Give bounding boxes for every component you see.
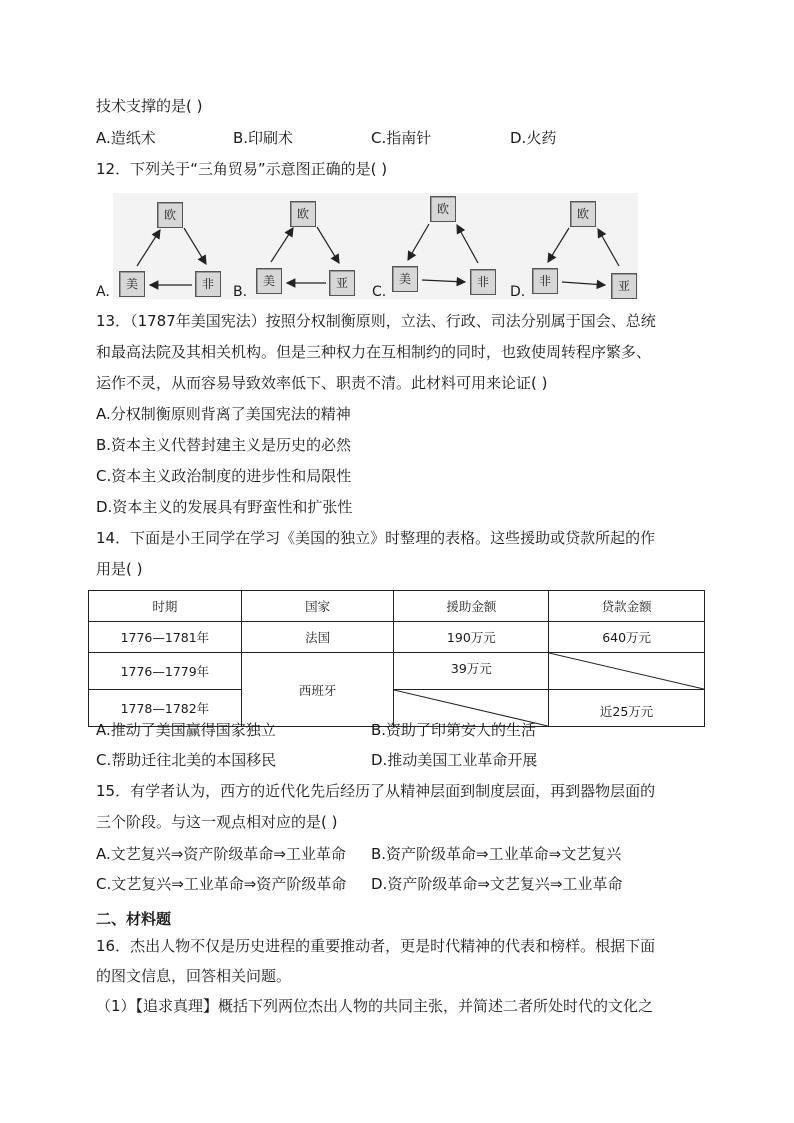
cell-aid: 39万元 [394,653,549,690]
q15-stem-line1: 15．有学者认为，西方的近代化先后经历了从精神层面到制度层面，再到器物层面的 [96,782,656,800]
q15-option-d[interactable]: D.资产阶级革命⇒文艺复兴⇒工业革命 [371,875,623,893]
cell-period: 1776—1779年 [89,653,242,690]
q12-stem: 12．下列关于“三角贸易”示意图正确的是( ) [96,160,388,178]
box-africa-a: 非 [195,271,221,297]
table-row [89,622,705,653]
q13-stem-line3: 运作不灵，从而容易导致效率低下、职责不清。此材料可用来论证( ) [96,374,548,392]
cell-period: 1776—1781年 [89,622,242,653]
aid-loan-table [88,590,705,727]
q14-option-d[interactable]: D.推动美国工业革命开展 [371,751,538,769]
q13-option-a[interactable]: A.分权制衡原则背离了美国宪法的精神 [96,405,351,423]
cell-loan: 近25万元 [549,690,705,727]
q14-option-b[interactable]: B.资助了印第安人的生活 [371,721,537,739]
diagonal-line [549,653,704,689]
cell-country: 西班牙 [241,653,394,727]
q13-option-c[interactable]: C.资本主义政治制度的进步性和局限性 [96,467,352,485]
q12-option-d-label[interactable]: D. [510,284,526,300]
cell-aid: 190万元 [394,622,549,653]
q11-stem-tail: 技术支撑的是( ) [96,97,203,115]
q15-option-c[interactable]: C.文艺复兴⇒工业革命⇒资产阶级革命 [96,875,347,893]
box-asia-d: 亚 [611,273,637,299]
box-asia-b: 亚 [329,270,355,296]
box-europe-a: 欧 [157,202,183,228]
q16-stem-line1: 16．杰出人物不仅是历史进程的重要推动者，更是时代精神的代表和榜样。根据下面 [96,937,656,955]
q12-option-b-label[interactable]: B. [233,284,248,300]
q13-stem-line2: 和最高法院及其相关机构。但是三种权力在互相制约的同时，也致使周转程序繁多、 [96,343,652,361]
q14-option-a[interactable]: A.推动了美国赢得国家独立 [96,721,276,739]
q11-option-b[interactable]: B.印刷术 [233,129,294,147]
q13-option-d[interactable]: D.资本主义的发展具有野蛮性和扩张性 [96,498,353,516]
q12-option-a-label[interactable]: A. [96,284,110,300]
box-europe-b: 欧 [290,201,316,227]
table-header-row [89,591,705,622]
q12-option-c-label[interactable]: C. [372,284,387,300]
box-america-a: 美 [119,271,145,297]
q14-stem-line2: 用是( ) [96,560,143,578]
box-africa-d: 非 [532,268,558,294]
q14-option-c[interactable]: C.帮助迁往北美的本国移民 [96,751,277,769]
q11-option-c[interactable]: C.指南针 [371,129,432,147]
cell-loan-empty-diagonal [549,653,705,690]
header-country: 国家 [241,591,394,622]
q13-stem-line1: 13．（1787年美国宪法）按照分权制衡原则，立法、行政、司法分别属于国会、总统 [96,312,656,330]
q15-stem-line2: 三个阶段。与这一观点相对应的是( ) [96,813,338,831]
q16-subquestion-1: （1）【追求真理】概括下列两位杰出人物的共同主张，并简述二者所处时代的文化之 [96,997,654,1015]
box-america-b: 美 [256,268,282,294]
box-america-c: 美 [392,266,418,292]
cell-country: 法国 [241,622,394,653]
header-aid: 援助金额 [394,591,549,622]
q15-option-a[interactable]: A.文艺复兴⇒资产阶级革命⇒工业革命 [96,845,346,863]
box-europe-d: 欧 [570,201,596,227]
box-africa-c: 非 [470,269,496,295]
cell-loan: 640万元 [549,622,705,653]
box-europe-c: 欧 [430,196,456,222]
q13-option-b[interactable]: B.资本主义代替封建主义是历史的必然 [96,436,352,454]
section-heading: 二、材料题 [96,910,172,928]
q11-option-d[interactable]: D.火药 [510,129,557,147]
header-period: 时期 [89,591,242,622]
q15-option-b[interactable]: B.资产阶级革命⇒工业革命⇒文艺复兴 [371,845,622,863]
header-loan: 贷款金额 [549,591,705,622]
cell-period: 1778—1782年 [89,690,242,727]
q16-stem-line2: 的图文信息，回答相关问题。 [96,967,292,985]
table-row [89,653,705,690]
q14-stem-line1: 14．下面是小王同学在学习《美国的独立》时整理的表格。这些援助或贷款所起的作 [96,529,656,547]
q11-option-a[interactable]: A.造纸术 [96,129,156,147]
